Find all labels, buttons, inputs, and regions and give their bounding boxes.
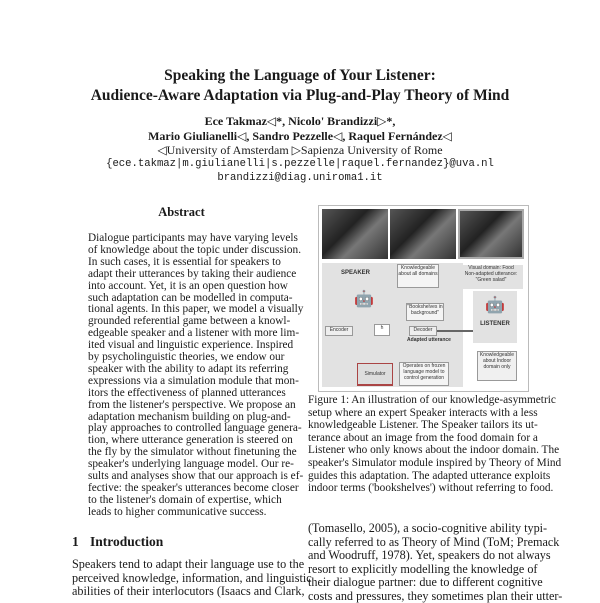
abstract-line: such adaptation can be modelled in computa- — [88, 291, 293, 304]
speaker-robot-icon: 🤖 — [354, 291, 374, 308]
paper-title-line-2: Audience-Aware Adaptation via Plug-and-Play Theory of Mind — [90, 87, 510, 104]
figure-1 — [318, 205, 529, 392]
body-line: (Tomasello, 2005), a socio-cognitive ability typi- — [308, 521, 548, 535]
abstract-line: In such cases, it is essential for speakers to — [88, 255, 281, 268]
abstract-line: play approaches to controlled language genera- — [88, 422, 302, 435]
body-line: cally referred to as Theory of Mind (ToM; Premack — [308, 534, 560, 549]
abstract-line: adapt their utterances by taking their audience — [88, 267, 297, 280]
body-line: costs and pressures, they sometimes plan their utter- — [308, 589, 563, 603]
decoder-box: Decoder — [409, 326, 437, 336]
speaker-label: SPEAKER — [341, 270, 371, 276]
listener-label: LISTENER — [480, 321, 510, 327]
abstract-line: to the listener's domain of expertise, which — [88, 493, 282, 506]
food-image-1 — [322, 209, 388, 259]
adapted-utterance-label: Adapted utterance — [407, 337, 451, 343]
listener-note: Knowledgeable about Indoor domain only — [477, 351, 517, 381]
abstract-line: speaker with the ability to adapt its referring — [88, 362, 289, 375]
authors-line-2: Mario Giulianelli◁, Sandro Pezzelle◁, Raquel Fernández◁ — [148, 129, 452, 143]
abstract-line: from the listener's perspective. We propose an — [88, 398, 296, 411]
intro-line: Speakers tend to adapt their language use to the — [72, 557, 305, 571]
food-image-2 — [390, 209, 456, 259]
utterance-arrow — [437, 330, 473, 332]
encoder-box: Encoder — [325, 326, 353, 336]
section-number: 1 — [72, 534, 79, 549]
caption-line: speaker's Simulator module inspired by Theory of Mind — [308, 457, 562, 469]
caption-line: Listener who only knows about the indoor domain. The — [308, 444, 560, 457]
caption-line: setup where an expert Speaker interacts with a less — [308, 406, 538, 419]
target-food-image — [458, 209, 524, 259]
body-line: resort to explicitly modelling the knowledge of — [308, 561, 538, 576]
paper-title-line-1: Speaking the Language of Your Listener: — [164, 67, 436, 84]
abstract-line: leads to higher communicative success. — [88, 505, 267, 518]
caption-line: indoor terms ('bookshelves') without referring to food. — [308, 482, 554, 495]
visual-domain-note — [459, 265, 523, 289]
abstract-line: itors the effectiveness of planned utterances — [88, 386, 286, 399]
caption-line: terance about an image from the food domain for a — [308, 431, 538, 444]
abstract-line: adaptation mechanism building on plug-and- — [88, 410, 291, 423]
visual-domain-text: Visual domain: Food — [468, 265, 514, 271]
abstract-line: ited visual and linguistic experience. Inspired — [88, 339, 294, 352]
simulator-box: Simulator — [357, 363, 393, 386]
body-line: their dialogue partner: due to different cognitive — [308, 575, 543, 590]
listener-panel — [473, 291, 517, 343]
email-line-2: brandizzi@diag.uniroma1.it — [217, 172, 383, 184]
caption-line: knowledgeable Listener. The Speaker tailors its ut- — [308, 419, 538, 432]
hidden-state: h — [374, 324, 390, 336]
speaker-note: Knowledgeable about all domains — [397, 264, 439, 288]
abstract-line: into account. Yet, it is an open question how — [88, 279, 288, 292]
simulator-note: Operates on frozen language model to control generation — [399, 362, 449, 386]
abstract-line: tion, where utterance generation is steered on — [88, 434, 293, 447]
abstract-line: edgeable speaker and a listener with more lim- — [88, 327, 300, 340]
listener-robot-icon: 🤖 — [485, 297, 505, 314]
abstract-heading: Abstract — [158, 205, 205, 219]
non-adapted-utterance: "Green salad" — [475, 277, 507, 283]
abstract-line: the fly by the simulator without finetuning the — [88, 446, 297, 459]
abstract-line: fective: the speaker's utterances become closer — [88, 481, 299, 494]
non-adapted-text: Non-adapted utterance: — [464, 271, 518, 277]
affiliations: ◁University of Amsterdam ▷Sapienza University of Rome — [157, 143, 443, 157]
section-heading: Introduction — [90, 534, 164, 549]
abstract-line: expressions via a simulation module that mon- — [88, 374, 299, 387]
intro-line: abilities of their interlocutors (Isaacs and Clark, — [72, 584, 305, 599]
email-line-1: {ece.takmaz|m.giulianelli|s.pezzelle|raquel.fernandez}@uva.nl — [106, 158, 494, 170]
body-line: and Woodruff, 1978). Yet, speakers do not always — [308, 548, 551, 563]
intro-line: perceived knowledge, information, and linguistic — [72, 570, 312, 585]
abstract-line: grounded referential game between a knowl- — [88, 315, 291, 328]
abstract-line: of knowledge about the topic under discussion. — [88, 243, 302, 256]
abstract-line: Dialogue participants may have varying levels — [88, 232, 298, 244]
abstract-line: speaker's underlying language model. Our re- — [88, 458, 294, 471]
utterance-bubble: "Bookshelves in background" — [406, 303, 444, 321]
abstract-line: sults and analyses show that our approach is ef- — [88, 470, 304, 482]
abstract-line: by psycholinguistic theories, we endow our — [88, 351, 285, 363]
caption-line: Figure 1: An illustration of our knowledge-asymmetric — [308, 394, 556, 406]
authors-line-1: Ece Takmaz◁*, Nicolo' Brandizzi▷*, — [204, 114, 396, 128]
caption-line: guides this adaptation. The adapted utterance exploits — [308, 469, 551, 482]
abstract-line: tional agents. In this paper, we model a visually — [88, 303, 304, 316]
